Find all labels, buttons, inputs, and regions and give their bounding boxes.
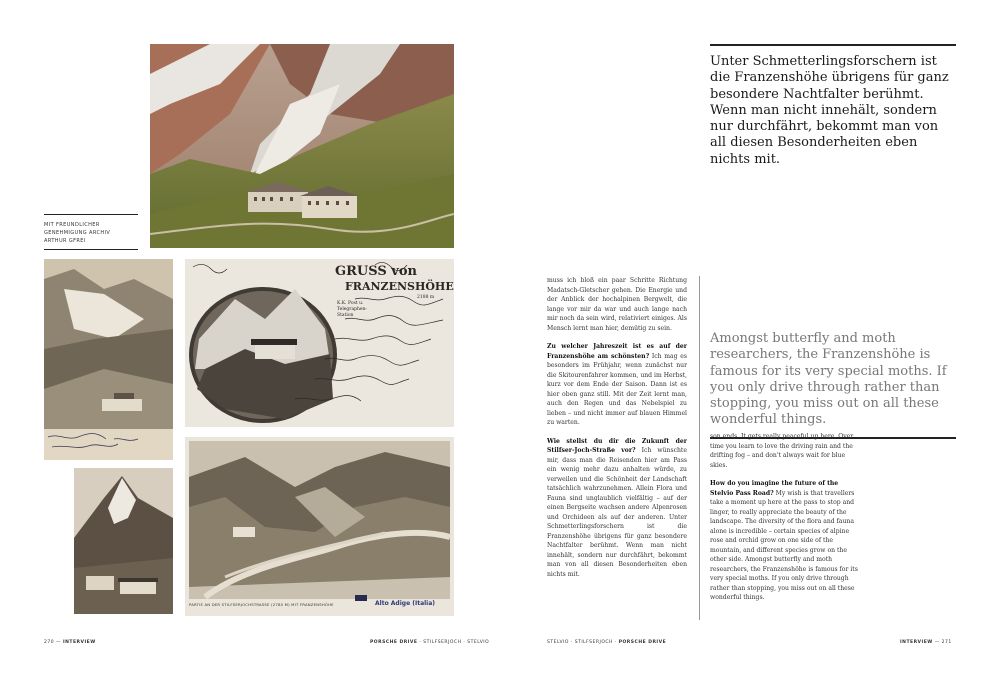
credit-line: MIT FREUNDLICHER: [44, 222, 100, 228]
brand-name: PORSCHE DRIVE: [618, 640, 667, 645]
answer: son ends. It gets really peaceful up here. Over time you learn to love the driving rain and the drifting fog – and don't always wait for blue skies.: [710, 433, 854, 469]
postcard-info-line: Station: [337, 313, 354, 318]
answer: Ich mag es besonders im Frühjahr, wenn zunächst nur die Skitourenfahrer kommen, und im Herbst, kurz vor dem Ende der Saison. Dann ist es hier oben ganz still. Mit der Zeit lernt man, auch den Regen und das Nebelspiel zu lieben – und nicht immer auf blauen Himmel zu warten.: [547, 352, 687, 426]
body-paragraph: [547, 437, 687, 580]
page-number: 271: [941, 640, 952, 645]
body-german: [547, 276, 687, 588]
answer: Ich wünschte mir, dass man die Reisenden hier am Pass ein wenig mehr dazu anhalten würde, zu verweilen und die Schönheit der Landschaft tatsächlich wahrzunehmen. Allein Flora und Fauna sind unglaublich vielfältig – auf der einen Bergseite wachsen andere Alpenrosen und Orchideen als auf der anderen. Unter Schmetterlingsforschern ist die Franzenshöhe übrigens für ganz besondere Nachtfalter berühmt. Wenn man nicht innehält, sondern nur durchfährt, bekommt man von all diesen Besonderheiten eben nichts mit.: [547, 447, 687, 578]
body-english: [710, 432, 858, 612]
body-paragraph: [710, 432, 858, 470]
footer-left-page: 270 — INTERVIEW: [44, 640, 96, 645]
postcard-title: GRUSS von: [335, 264, 417, 279]
page-number: 270: [44, 640, 55, 645]
title-it: STELVIO: [467, 640, 490, 645]
pullquote-german: Unter Schmetterlingsforschern ist die Franzenshöhe übrigens für ganz besondere Nachtfalter berühmt. Wenn man nicht innehält, sondern nur durchfährt, bekommt man von all diesen Besonderheiten eben nichts mit.: [710, 44, 956, 168]
question: Wie stellst du dir die Zukunft der Stilfser-Joch-Straße vor?: [547, 437, 687, 454]
brand-name: PORSCHE DRIVE: [370, 640, 418, 645]
postcard-stilfserjoch-road: [185, 437, 454, 616]
postcard-road-caption: PARTIE AN DER STILFSERJOCHSTRASSE (2780 M) MIT FRANZENSHÖHE: [189, 602, 334, 607]
footer-right-running-head: STELVIO · STILFSERJOCH · PORSCHE DRIVE: [547, 640, 667, 645]
postcard-gruss-von-franzenshoehe: [185, 259, 454, 427]
title-de: STILFSERJOCH: [574, 640, 613, 645]
footer-left-running-head: PORSCHE DRIVE · STILFSERJOCH · STELVIO: [370, 640, 490, 645]
photo-sepia-peak-hotel: [74, 468, 173, 614]
body-paragraph: [547, 342, 687, 428]
postcard-info-line: Telegraphen-: [337, 307, 367, 312]
postcard-stamp: Alto Adige (Italia): [375, 600, 436, 607]
body-paragraph: [547, 276, 687, 333]
question: How do you imagine the future of the Stelvio Pass Road?: [710, 480, 839, 497]
postcard-altitude: 2188 m: [417, 295, 435, 300]
credit-line: GENEHMIGUNG ARCHIV: [44, 230, 111, 236]
answer: muss ich bloß ein paar Schritte Richtung Madatsch-Gletscher gehen. Die Energie und der Anblick der hochalpinen Bergwelt, die lange vor mir da war und auch lange nach mir noch da sein wird, relativiert einiges. Als Mensch lernt man hier, demütig zu sein.: [547, 277, 687, 332]
footer-right-page: INTERVIEW — 271: [900, 640, 952, 645]
answer: My wish is that travellers take a moment up here at the pass to stop and linger, to really appreciate the beauty of the landscape. The diversity of the flora and fauna alone is incredible – certain species of alpine rose and orchid grow on one side of the mountain, and different species grow on the other side. Amongst butterfly and moth researchers, the Franzenshöhe is famous for its very special moths. If you only drive through rather than stopping, you miss out on all these wonderful things.: [710, 489, 858, 601]
section-name: INTERVIEW: [62, 640, 96, 645]
section-name: INTERVIEW: [900, 640, 933, 645]
title-de: STILFSERJOCH: [423, 640, 462, 645]
title-it: STELVIO: [547, 640, 569, 645]
postcard-info-line: K.K. Post u.: [337, 301, 364, 306]
credit-line: ARTHUR GFREI: [44, 238, 86, 244]
postcard-info: [337, 301, 367, 319]
photo-credit: [44, 214, 138, 250]
photo-glacier-hotel-color: [150, 44, 454, 248]
question: Zu welcher Jahreszeit ist es auf der Franzenshöhe am schönsten?: [547, 343, 687, 360]
postcard-place: FRANZENSHÖHE: [345, 280, 454, 293]
column-divider: [699, 276, 700, 620]
photo-sepia-pass-road: [44, 259, 173, 460]
body-paragraph: [710, 479, 858, 603]
pullquote-english: Amongst butterfly and moth researchers, the Franzenshöhe is famous for its very special moths. If you only drive through rather than stopping, you miss out on all these wonderful things.: [710, 331, 956, 439]
